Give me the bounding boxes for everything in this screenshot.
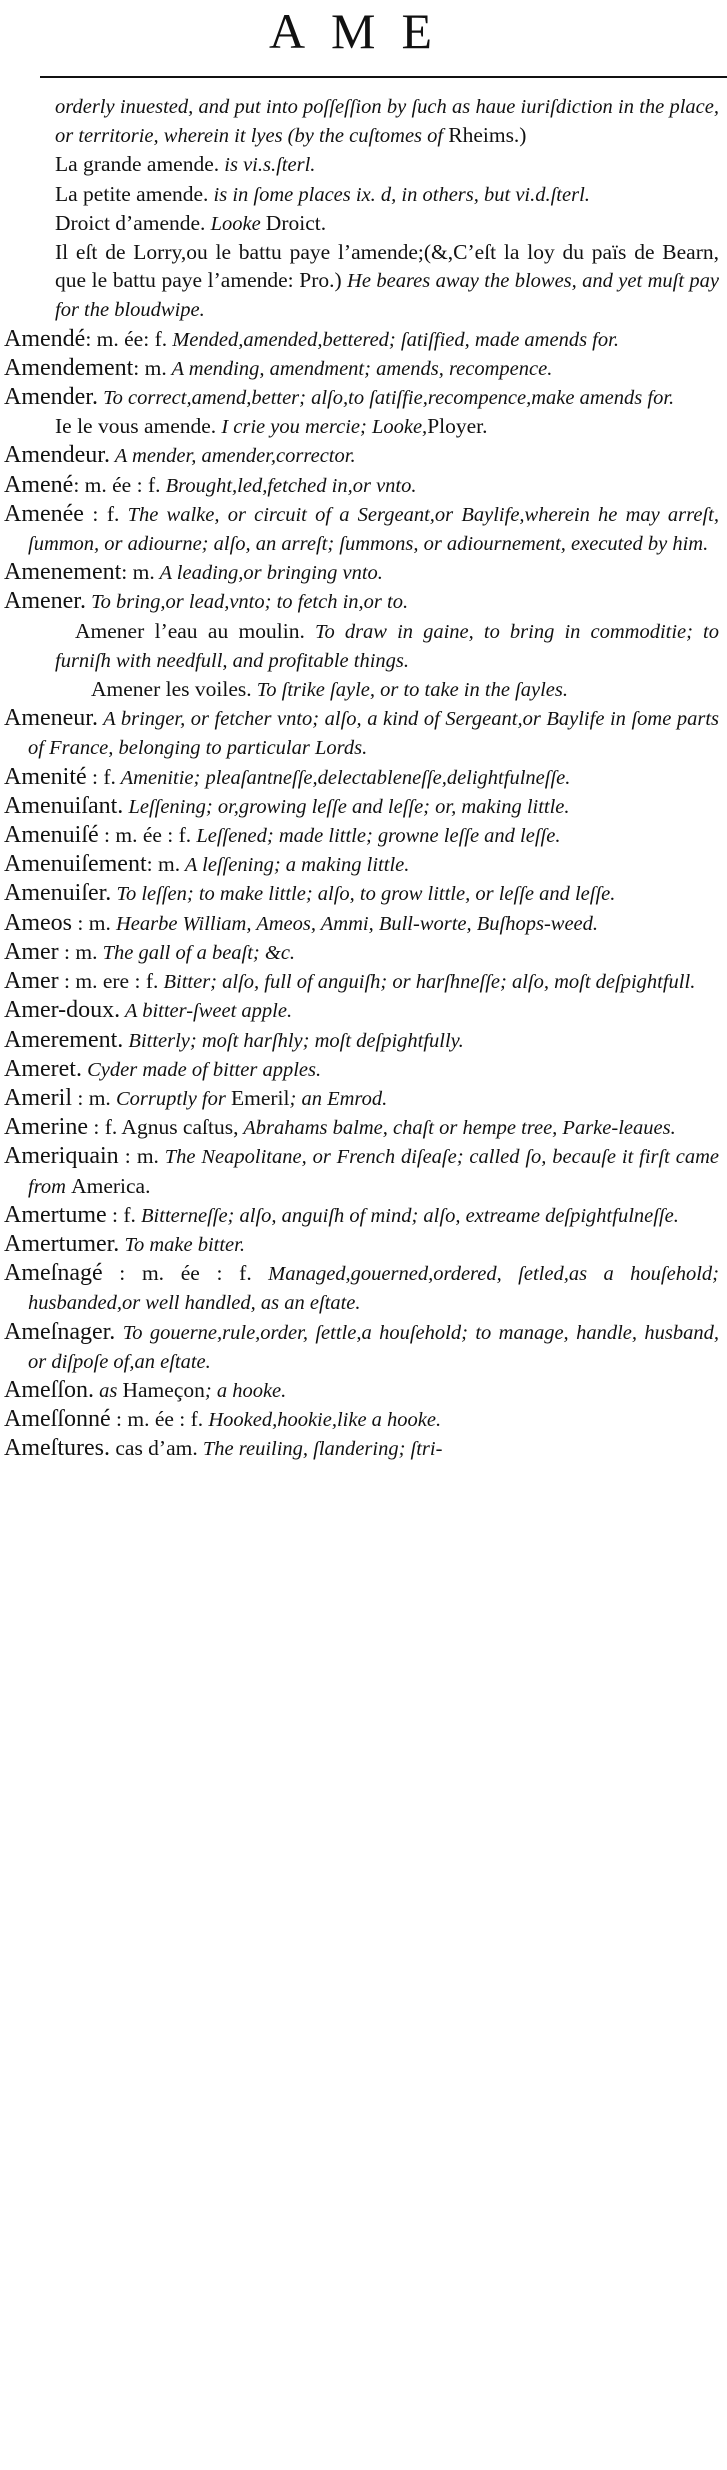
entry-headword: Amer — [4, 968, 59, 995]
entry-headword: Amender. — [4, 384, 98, 411]
entry-text: Emeril — [230, 1085, 290, 1110]
entry-definition: He beares away the blowes, and yet muſt pay for the bloudwipe. — [55, 270, 719, 322]
entry-text: : m. — [133, 355, 167, 380]
entry-headword: Amenement — [4, 559, 122, 586]
entry-headword: Amenuiſement — [4, 851, 147, 878]
dictionary-entry — [0, 763, 727, 792]
dictionary-entry — [0, 412, 727, 441]
entry-definition: A leading,or bringing vnto. — [154, 562, 383, 585]
entry-headword: Amerement. — [4, 1026, 124, 1053]
dictionary-entry — [0, 325, 727, 354]
entry-headword: Ameril — [4, 1084, 72, 1111]
entry-definition: The gall of a beaſt; &c. — [97, 941, 296, 964]
entry-definition: A leſſening; a making little. — [180, 854, 410, 877]
entry-headword: Amendeur. — [4, 442, 110, 469]
dictionary-entry — [0, 879, 727, 908]
entry-text: Hameçon — [122, 1377, 205, 1402]
entry-text: : m. ée: f. — [85, 326, 168, 351]
entry-definition: orderly inuested, and put into poſſeſſion by ſuch as haue iuriſdiction in the place, or territorie, wherein it lyes (by the cuſtomes of — [55, 96, 719, 148]
entry-text: Ie le vous amende. — [55, 414, 217, 439]
entry-headword: Amertumer. — [4, 1230, 120, 1257]
entry-text: La petite amende. — [55, 181, 209, 206]
dictionary-entry — [0, 675, 727, 704]
entry-headword: Ameret. — [4, 1055, 82, 1082]
entry-text: La grande amende. — [55, 152, 220, 177]
entry-text: Droict d’amende. — [55, 210, 206, 235]
dictionary-entry — [0, 1230, 727, 1259]
entry-definition: Abrahams balme, chaſt or hempe tree, Parke-leaues. — [238, 1117, 676, 1140]
entry-headword: Amerine — [4, 1114, 88, 1141]
entry-definition: Cyder made of bitter apples. — [81, 1058, 322, 1081]
entry-text: Droict. — [265, 210, 327, 235]
entry-text: cas d’am. — [109, 1436, 198, 1461]
entry-definition: To ſtrike ſayle, or to take in the ſayles. — [251, 679, 568, 702]
dictionary-entry — [0, 967, 727, 996]
entry-headword: Amenuiſer. — [4, 880, 112, 907]
entry-text: America. — [71, 1173, 151, 1198]
entry-headword: Amené — [4, 471, 74, 498]
entry-definition: Bitterneſſe; alſo, anguiſh of mind; alſo, extreame deſpightfulneſſe. — [135, 1204, 679, 1227]
entry-headword: Amendement — [4, 354, 134, 381]
dictionary-entry — [0, 1405, 727, 1434]
dictionary-entry — [0, 383, 727, 412]
entry-text: Ployer. — [427, 414, 488, 439]
entry-text: : m. — [71, 1085, 111, 1110]
dictionary-entry — [0, 1142, 727, 1200]
dictionary-entry — [0, 150, 727, 179]
entry-definition: To correct,amend,better; alſo,to ſatiſfie,recompence,make amends for. — [97, 387, 675, 410]
dictionary-entry — [0, 441, 727, 470]
entry-headword: Amer-doux. — [4, 997, 121, 1024]
dictionary-entry — [0, 1026, 727, 1055]
dictionary-entries — [0, 92, 727, 1464]
dictionary-entry — [0, 792, 727, 821]
dictionary-entry — [0, 500, 727, 558]
entry-definition: Corruptly for — [110, 1087, 231, 1110]
dictionary-entry — [0, 1201, 727, 1230]
entry-definition: Managed,gouerned,ordered, ſetled,as a houſehold; husbanded,or well handled, as an eſtate. — [28, 1263, 719, 1315]
entry-text: Il eſt de Lorry,ou le battu paye l’amende;(&,C’eſt la loy du païs de Bearn, que le battu paye l’amende: Pro.) — [55, 240, 719, 293]
entry-definition: A bitter-ſweet apple. — [120, 1000, 293, 1023]
entry-definition: A bringer, or fetcher vnto; alſo, a kind of Sergeant,or Baylife in ſome parts of France, belonging to particular Lords. — [28, 708, 719, 760]
entry-definition: I crie you mercie; Looke, — [216, 416, 428, 439]
dictionary-entry — [0, 1084, 727, 1113]
entry-headword: Ameſnagé — [4, 1260, 103, 1287]
entry-definition: To bring,or lead,vnto; to fetch in,or to. — [85, 591, 409, 614]
dictionary-entry — [0, 617, 727, 675]
dictionary-entry — [0, 909, 727, 938]
dictionary-entry — [0, 1318, 727, 1376]
dictionary-entry — [0, 587, 727, 616]
page-title: AME — [268, 3, 459, 59]
entry-definition: To gouerne,rule,order, ſettle,a houſehold; to manage, handle, husband, or diſpoſe of,an eſtate. — [28, 1321, 719, 1373]
entry-definition: A mender, amender,corrector. — [109, 445, 356, 468]
entry-definition: The walke, or circuit of a Sergeant,or Baylife,wherein he may arreſt, ſummon, or adiourne; alſo, an arreſt; ſummons, or adiournement, executed by him. — [28, 503, 719, 556]
entry-definition: The Neapolitane, or French diſeaſe; called ſo, becauſe it firſt came from — [28, 1146, 719, 1198]
dictionary-entry — [0, 1259, 727, 1317]
entry-headword: Amenuiſé — [4, 822, 99, 849]
entry-headword: Amendé — [4, 325, 86, 352]
entry-text: : m. ere : f. — [58, 969, 159, 994]
entry-definition: as — [94, 1379, 123, 1402]
dictionary-entry — [0, 821, 727, 850]
entry-text: : f. — [106, 1202, 136, 1227]
dictionary-entry — [0, 850, 727, 879]
entry-headword: Ameſnager. — [4, 1318, 116, 1345]
dictionary-entry — [0, 1055, 727, 1084]
dictionary-entry — [0, 354, 727, 383]
entry-text: : m. — [146, 852, 181, 877]
header-rule — [40, 76, 727, 78]
entry-definition: Bitter; alſo, full of anguiſh; or harſhneſſe; alſo, moſt deſpightfull. — [158, 971, 696, 994]
entry-headword: Ameriquain — [4, 1143, 119, 1170]
dictionary-entry — [0, 209, 727, 238]
entry-text: Amener l’eau au moulin. — [75, 618, 305, 643]
dictionary-entry — [0, 558, 727, 587]
dictionary-entry — [0, 1434, 727, 1463]
dictionary-entry — [0, 471, 727, 500]
entry-text: : f. — [83, 501, 120, 526]
entry-headword: Ameos — [4, 909, 72, 936]
entry-text: : m. — [121, 560, 155, 585]
entry-headword: Amener. — [4, 588, 86, 615]
entry-definition: A mending, amendment; amends, recompence. — [166, 357, 553, 380]
entry-definition: To draw in gaine, to bring in commoditie; to furniſh with needfull, and profitable things. — [55, 620, 720, 672]
entry-text: : m. ée : f. — [102, 1261, 252, 1286]
entry-definition: To leſſen; to make little; alſo, to grow little, or leſſe and leſſe. — [111, 883, 616, 906]
entry-headword: Ameſtures. — [4, 1435, 110, 1462]
entry-definition: ; an Emrod. — [289, 1087, 388, 1110]
page-header — [0, 0, 727, 82]
entry-headword: Ameneur. — [4, 705, 98, 732]
entry-definition: Amenitie; pleaſantneſſe,delectableneſſe,delightfulneſſe. — [115, 766, 571, 789]
entry-definition: Leſſened; made little; growne leſſe and leſſe. — [191, 825, 561, 848]
entry-headword: Ameſſonné — [4, 1406, 111, 1433]
entry-text: Amener les voiles. — [91, 677, 252, 702]
entry-definition: Hearbe William, Ameos, Ammi, Bull-worte, Buſhops-weed. — [110, 912, 599, 935]
dictionary-entry — [0, 704, 727, 762]
entry-definition: ; a hooke. — [204, 1379, 287, 1402]
entry-text: : m. ée : f. — [73, 472, 161, 497]
entry-definition: is vi.s.ſterl. — [219, 154, 316, 177]
dictionary-entry — [0, 180, 727, 209]
entry-text: : m. — [72, 910, 111, 935]
dictionary-entry — [0, 1376, 727, 1405]
dictionary-entry — [0, 92, 727, 150]
entry-definition: Brought,led,fetched in,or vnto. — [160, 474, 417, 497]
dictionary-entry — [0, 938, 727, 967]
entry-headword: Amertume — [4, 1201, 107, 1228]
entry-text: : f. Agnus caſtus, — [87, 1115, 239, 1140]
dictionary-entry — [0, 996, 727, 1025]
entry-definition: Looke — [205, 212, 266, 235]
entry-definition: Mended,amended,bettered; ſatiſfied, made amends for. — [167, 328, 619, 351]
entry-text: : m. ée : f. — [110, 1407, 204, 1432]
entry-headword: Amenité — [4, 763, 87, 790]
entry-text: : m. — [118, 1144, 159, 1169]
entry-text: : m. — [58, 939, 98, 964]
entry-headword: Amenuiſant. — [4, 792, 124, 819]
dictionary-entry — [0, 238, 727, 325]
entry-headword: Amenée — [4, 500, 84, 527]
entry-definition: Bitterly; moſt harſhly; moſt deſpightfully. — [123, 1029, 464, 1052]
entry-definition: The reuiling, ſlandering; ſtri- — [197, 1438, 443, 1461]
entry-definition: Hooked,hookie,like a hooke. — [203, 1409, 442, 1432]
entry-headword: Ameſſon. — [4, 1376, 94, 1403]
entry-definition: is in ſome places ix. d, in others, but vi.d.ſterl. — [208, 183, 590, 206]
entry-text: Rheims.) — [448, 123, 527, 148]
entry-text: : f. — [86, 764, 116, 789]
dictionary-entry — [0, 1113, 727, 1142]
entry-definition: To make bitter. — [119, 1233, 245, 1256]
entry-headword: Amer — [4, 938, 59, 965]
entry-text: : m. ée : f. — [98, 823, 192, 848]
entry-definition: Leſſening; or,growing leſſe and leſſe; or, making little. — [123, 795, 570, 818]
